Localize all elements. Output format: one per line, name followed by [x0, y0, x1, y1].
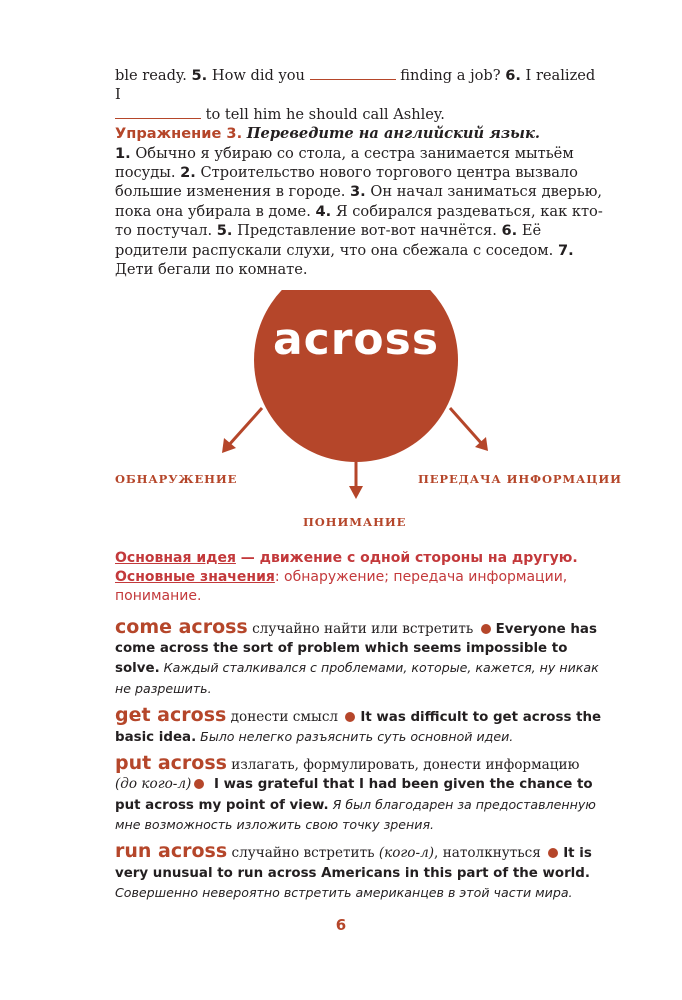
label-discovery: ОБНАРУЖЕНИЕ — [115, 472, 238, 486]
entry-example: It was difficult to get across the basic idea. — [115, 709, 602, 746]
exercise-item: Я собирался раздеваться, как кто-то постучал. — [115, 202, 603, 240]
label-understanding: ПОНИМАНИЕ — [303, 515, 407, 529]
bullet-icon — [481, 624, 491, 634]
entry-meaning: случайно встретить — [227, 845, 379, 862]
text-fragment: finding a job? — [395, 67, 506, 84]
entry-come-across — [115, 618, 603, 699]
entry-translation: Каждый сталкивался с проблемами, которые, кажется, ну никак не разрешить. — [115, 660, 599, 696]
entry-headword: get across — [115, 703, 227, 726]
entry-translation: Было нелегко разъяснить суть основной идеи. — [196, 729, 514, 745]
entry-get-across — [115, 703, 603, 747]
exercise-text — [115, 66, 603, 279]
main-idea-text: — движение с одной стороны на другую. — [235, 550, 578, 566]
arrow-right — [450, 408, 482, 444]
exercise-title: Упражнение 3. — [115, 125, 243, 143]
item-number: 3. — [350, 183, 366, 201]
item-number: 6. — [501, 222, 518, 240]
text-fragment: to tell him he should call Ashley. — [201, 105, 445, 123]
exercise-continuation — [115, 66, 603, 124]
main-idea — [115, 549, 605, 568]
text-fragment: I realized I — [115, 67, 596, 104]
item-number: 6. — [505, 67, 521, 84]
item-number: 7. — [557, 241, 574, 259]
arrowhead-down — [349, 486, 363, 499]
entry-headword: come across — [115, 616, 248, 638]
entry-run-across — [115, 842, 603, 904]
across-diagram — [0, 290, 682, 550]
entry-meaning: , натолкнуться — [434, 845, 546, 862]
exercise-item: Дети бегали по комнате. — [115, 261, 308, 279]
entry-example: It is very unusual to run across Americans in this part of the world. — [115, 846, 592, 882]
main-meanings — [115, 568, 605, 606]
text-fragment: ble ready. — [115, 67, 192, 84]
exercise-item: Её родители распускали слухи, что она сбежала с соседом. — [115, 222, 558, 259]
arrow-left — [228, 408, 262, 446]
text-fragment: How did you — [207, 67, 310, 84]
exercise3-block — [115, 124, 603, 279]
main-meanings-text: : обнаружение; передача информации, понимание. — [115, 569, 568, 604]
exercise-item: Строительство нового торгового центра вызвало большие изменения в городе. — [115, 164, 578, 201]
item-number: 4. — [315, 202, 332, 220]
label-information-transfer: ПЕРЕДАЧА ИНФОРМАЦИИ — [418, 472, 622, 486]
answer-blank — [115, 118, 201, 119]
entry-put-across — [115, 754, 603, 835]
headword: across — [272, 314, 440, 365]
exercise-instruction: Переведите на английский язык. — [246, 125, 540, 143]
exercise-item: Он начал заниматься дверью, пока она убирала в доме. — [115, 183, 603, 220]
entry-meaning-note: (кого-л) — [378, 845, 435, 862]
bullet-icon — [194, 779, 204, 789]
entry-translation: Совершенно невероятно встретить американцев в этой части мира. — [115, 885, 573, 901]
entry-example: Everyone has come across the sort of problem which seems impossible to solve. — [115, 622, 597, 677]
entry-meaning: излагать, формулировать, донести информацию — [226, 757, 580, 774]
main-meanings-label: Основные значения — [115, 569, 275, 585]
entry-meaning-note: (до кого-л) — [115, 776, 192, 793]
entry-headword: put across — [115, 752, 227, 775]
item-number: 5. — [191, 67, 208, 84]
entry-meaning: донести смысл — [226, 708, 343, 725]
main-idea-block — [115, 549, 605, 606]
entry-translation: Я был благодарен за предоставленную мне возможность изложить свою точку зрения. — [115, 796, 596, 832]
item-number: 1. — [115, 144, 131, 162]
entry-example: I was grateful that I had been given the chance to put across my point of view. — [115, 777, 593, 813]
main-idea-label: Основная идея — [115, 550, 236, 566]
answer-blank — [310, 79, 396, 80]
item-number: 2. — [180, 164, 196, 182]
entry-headword: run across — [115, 840, 228, 863]
exercise-item: Представление вот-вот начнётся. — [232, 222, 502, 240]
item-number: 5. — [216, 222, 233, 240]
bullet-icon — [345, 712, 355, 722]
entry-meaning: случайно найти или встретить — [247, 621, 478, 637]
page-number: 6 — [335, 916, 347, 934]
exercise-item: Обычно я убираю со стола, а сестра занимается мытьём посуды. — [115, 144, 574, 182]
phrasal-verb-entries — [115, 618, 603, 911]
bullet-icon — [548, 848, 558, 858]
